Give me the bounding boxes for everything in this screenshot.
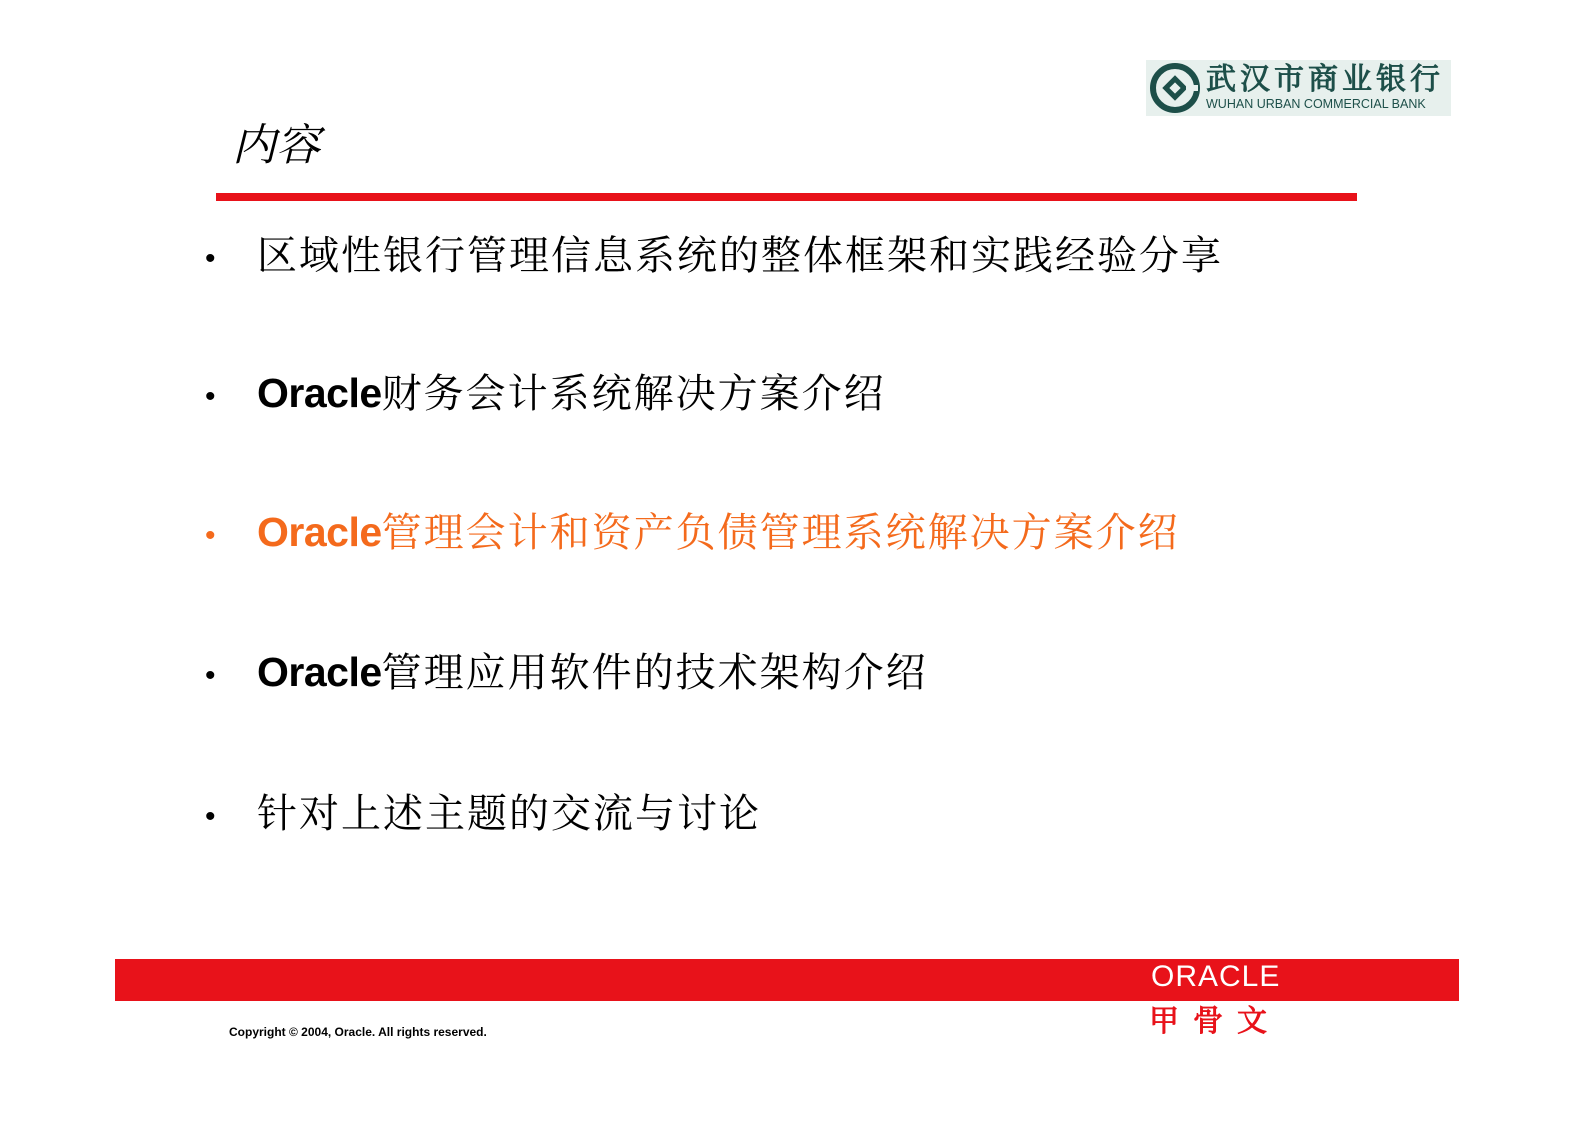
agenda-item-latin: Oracle	[257, 649, 382, 695]
bank-name-english: WUHAN URBAN COMMERCIAL BANK	[1206, 97, 1426, 111]
oracle-wordmark: ORACLE	[1151, 960, 1281, 993]
agenda-item	[205, 788, 761, 842]
agenda-item-latin: Oracle	[257, 509, 382, 555]
bullet-icon: •	[205, 519, 216, 552]
bullet-icon: •	[205, 659, 216, 692]
bullet-icon: •	[205, 380, 216, 413]
agenda-item	[205, 647, 928, 701]
title-divider	[216, 193, 1357, 201]
agenda-item-text: 财务会计系统解决方案介绍	[381, 371, 886, 417]
copyright-notice: Copyright © 2004, Oracle. All rights reserved.	[229, 1025, 487, 1039]
oracle-chinese-wordmark: 甲骨文	[1149, 1004, 1281, 1039]
bullet-icon: •	[205, 242, 216, 275]
bank-logo	[1146, 60, 1451, 116]
agenda-item-text: 区域性银行管理信息系统的整体框架和实践经验分享	[257, 233, 1223, 279]
agenda-item	[205, 230, 1223, 284]
slide-title: 内容	[232, 120, 320, 171]
agenda-item-text: 针对上述主题的交流与讨论	[257, 791, 761, 837]
agenda-item-highlighted	[205, 507, 1180, 561]
bank-emblem-icon	[1150, 63, 1200, 113]
agenda-item-text: 管理应用软件的技术架构介绍	[381, 650, 928, 696]
bullet-icon: •	[205, 800, 216, 833]
agenda-item-text: 管理会计和资产负债管理系统解决方案介绍	[381, 510, 1180, 556]
agenda-item-latin: Oracle	[257, 370, 382, 416]
agenda-item	[205, 368, 886, 422]
bank-name-chinese: 武汉市商业银行	[1206, 62, 1444, 97]
oracle-logo	[1143, 956, 1331, 1046]
